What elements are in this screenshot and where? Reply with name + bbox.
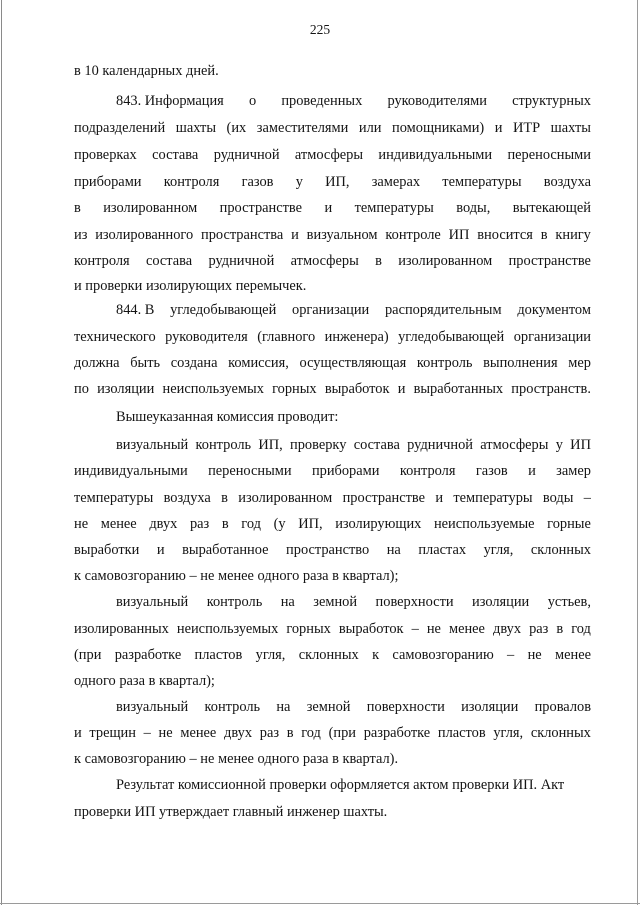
text-line bbox=[116, 301, 591, 319]
word: Результат комиссионной проверки оформляется актом проверки ИП. Акт bbox=[116, 777, 565, 793]
word: раз bbox=[259, 725, 280, 741]
word: (их bbox=[226, 120, 247, 136]
text-line bbox=[74, 724, 591, 742]
word: шахты bbox=[550, 120, 591, 136]
word: и bbox=[324, 200, 333, 216]
word: визуальный bbox=[116, 699, 189, 715]
scan-border-right bbox=[637, 0, 638, 905]
text-line bbox=[116, 593, 591, 611]
word: горных bbox=[272, 381, 317, 397]
word: осуществляющая bbox=[299, 355, 407, 371]
word: газов bbox=[241, 174, 274, 190]
word: в bbox=[74, 200, 81, 216]
word: воздуха bbox=[543, 174, 591, 190]
word: год bbox=[301, 725, 321, 741]
word: ИП, bbox=[298, 516, 323, 532]
word: книгу bbox=[555, 227, 591, 243]
word: замер bbox=[556, 463, 591, 479]
text-line bbox=[74, 803, 591, 821]
text-line bbox=[74, 515, 591, 533]
text-line bbox=[74, 750, 591, 768]
word: замерах bbox=[371, 174, 421, 190]
word: поверхности bbox=[366, 699, 445, 715]
word: должна bbox=[74, 355, 120, 371]
word: проверку bbox=[290, 437, 347, 453]
word: устьев, bbox=[547, 594, 591, 610]
word: комиссия, bbox=[228, 355, 289, 371]
word: ИТР bbox=[512, 120, 541, 136]
word: и bbox=[291, 227, 299, 243]
word: организации bbox=[513, 329, 591, 345]
word: неиспользуемые bbox=[433, 516, 535, 532]
word: структурных bbox=[512, 93, 591, 109]
word: распорядительным bbox=[384, 302, 502, 318]
text-line bbox=[74, 354, 591, 372]
word: и проверки изолирующих перемычек. bbox=[74, 278, 307, 294]
word: изолированном bbox=[103, 200, 198, 216]
word: 844. В bbox=[116, 302, 155, 318]
text-line bbox=[74, 489, 591, 507]
word: изоляции bbox=[461, 699, 519, 715]
word: менее bbox=[555, 647, 591, 663]
word: выработки bbox=[74, 542, 140, 558]
word: атмосферы bbox=[294, 147, 364, 163]
word: рудничной bbox=[407, 437, 474, 453]
word: не bbox=[426, 621, 441, 637]
word: состава bbox=[353, 437, 400, 453]
word: вносится bbox=[477, 227, 533, 243]
word: инженера) bbox=[324, 329, 389, 345]
text-line bbox=[74, 646, 591, 664]
word: приборами bbox=[311, 463, 380, 479]
word: на bbox=[276, 699, 291, 715]
word: изолирующих bbox=[335, 516, 422, 532]
word: или bbox=[358, 120, 382, 136]
word: неиспользуемых bbox=[162, 381, 264, 397]
word: ИП, bbox=[325, 174, 350, 190]
word: пространстве bbox=[342, 490, 425, 506]
word: документом bbox=[517, 302, 591, 318]
text-line bbox=[74, 541, 591, 559]
word: технического bbox=[74, 329, 156, 345]
word: воды, bbox=[456, 200, 491, 216]
word: на bbox=[386, 542, 401, 558]
word: температуры bbox=[453, 490, 533, 506]
word: заместителями bbox=[256, 120, 349, 136]
word: контроль bbox=[195, 437, 252, 453]
word: пространстве bbox=[219, 200, 303, 216]
word: горные bbox=[547, 516, 591, 532]
word: ИП bbox=[570, 437, 591, 453]
word: и bbox=[156, 542, 165, 558]
word: контроля bbox=[399, 463, 456, 479]
word: двух bbox=[493, 621, 522, 637]
text-line bbox=[116, 436, 591, 454]
text-line bbox=[74, 119, 591, 137]
word: склонных bbox=[530, 725, 591, 741]
word: выработок bbox=[338, 621, 404, 637]
text-line bbox=[116, 408, 591, 426]
word: угледобывающей bbox=[398, 329, 505, 345]
word: земной bbox=[313, 594, 358, 610]
text-line bbox=[116, 92, 591, 110]
word: угля, bbox=[255, 647, 286, 663]
text-line bbox=[74, 672, 591, 690]
word: самовозгоранию bbox=[392, 647, 494, 663]
word: к самовозгоранию – не менее одного раза в квартал); bbox=[74, 568, 399, 584]
word: (у bbox=[273, 516, 286, 532]
word: проведенных bbox=[281, 93, 363, 109]
word: изолированных bbox=[74, 621, 169, 637]
word: – bbox=[583, 490, 591, 506]
word: переносными bbox=[507, 147, 591, 163]
text-line bbox=[74, 173, 591, 191]
word: шахты bbox=[175, 120, 216, 136]
word: менее bbox=[180, 725, 217, 741]
word: пространство bbox=[286, 542, 370, 558]
word: выполнения bbox=[483, 355, 558, 371]
text-line bbox=[116, 698, 591, 716]
word: поверхности bbox=[375, 594, 454, 610]
word: руководителями bbox=[387, 93, 487, 109]
word: изолированном bbox=[238, 490, 333, 506]
text-line bbox=[74, 277, 591, 295]
word: проверки ИП утверждает главный инженер шахты. bbox=[74, 804, 388, 820]
word: угля, bbox=[493, 725, 524, 741]
word: и bbox=[494, 120, 503, 136]
word: помощниками) bbox=[392, 120, 485, 136]
word: менее bbox=[448, 621, 485, 637]
word: вытекающей bbox=[512, 200, 591, 216]
word: горных bbox=[286, 621, 331, 637]
word: выработанное bbox=[182, 542, 269, 558]
word: выработанных bbox=[413, 381, 504, 397]
word: провалов bbox=[534, 699, 591, 715]
word: Вышеуказанная комиссия проводит: bbox=[116, 409, 339, 425]
word: контроль bbox=[206, 594, 263, 610]
word: – bbox=[507, 647, 515, 663]
word: воздуха bbox=[163, 490, 211, 506]
text-line bbox=[74, 146, 591, 164]
word: год bbox=[241, 516, 261, 532]
word: изоляции bbox=[97, 381, 155, 397]
word: не bbox=[74, 516, 89, 532]
text-line bbox=[74, 380, 591, 398]
word: газов bbox=[475, 463, 508, 479]
word: не bbox=[527, 647, 542, 663]
word: пластах bbox=[418, 542, 467, 558]
text-line bbox=[74, 62, 591, 80]
word: ИП bbox=[448, 227, 470, 243]
word: воды bbox=[542, 490, 574, 506]
word: год bbox=[571, 621, 591, 637]
text-line bbox=[74, 199, 591, 217]
word: пространства bbox=[201, 227, 284, 243]
word: состава bbox=[152, 147, 199, 163]
word: и bbox=[397, 381, 406, 397]
page-number: 225 bbox=[309, 22, 331, 37]
word: у bbox=[555, 437, 563, 453]
word: к bbox=[372, 647, 380, 663]
word: 843. Информация bbox=[116, 93, 224, 109]
word: в bbox=[286, 725, 294, 741]
word: разработке bbox=[363, 725, 431, 741]
word: индивидуальными bbox=[74, 463, 188, 479]
text-line bbox=[74, 252, 591, 270]
text-line bbox=[116, 776, 591, 794]
word: одного раза в квартал); bbox=[74, 673, 215, 689]
word: и bbox=[528, 463, 536, 479]
word: визуальном bbox=[306, 227, 378, 243]
word: контроля bbox=[163, 174, 220, 190]
word: в bbox=[556, 621, 564, 637]
word: в 10 календарных дней. bbox=[74, 63, 219, 79]
word: склонных bbox=[298, 647, 359, 663]
word: проверках bbox=[74, 147, 137, 163]
word: выработок bbox=[324, 381, 390, 397]
text-line bbox=[74, 567, 591, 585]
word: состава bbox=[145, 253, 193, 269]
word: переносными bbox=[208, 463, 292, 479]
word: контроль bbox=[204, 699, 261, 715]
word: в bbox=[375, 253, 382, 269]
word: ИП, bbox=[258, 437, 283, 453]
word: температуры bbox=[354, 200, 434, 216]
word: руководителя bbox=[165, 329, 248, 345]
word: в bbox=[221, 490, 228, 506]
word: к самовозгоранию – не менее одного раза в квартал). bbox=[74, 751, 399, 767]
word: атмосферы bbox=[290, 253, 359, 269]
word: на bbox=[280, 594, 295, 610]
word: (главного bbox=[257, 329, 316, 345]
word: не bbox=[158, 725, 173, 741]
word: приборами bbox=[74, 174, 142, 190]
word: контроль bbox=[416, 355, 473, 371]
word: из bbox=[74, 227, 88, 243]
word: температуры bbox=[442, 174, 522, 190]
word: организации bbox=[292, 302, 370, 318]
word: и bbox=[74, 725, 82, 741]
word: неиспользуемых bbox=[176, 621, 279, 637]
word: визуальный bbox=[116, 437, 189, 453]
word: – bbox=[143, 725, 151, 741]
word: земной bbox=[306, 699, 351, 715]
word: двух bbox=[149, 516, 178, 532]
word: у bbox=[295, 174, 303, 190]
text-line bbox=[74, 620, 591, 638]
word: рудничной bbox=[213, 147, 280, 163]
word: изолированном bbox=[398, 253, 493, 269]
text-line bbox=[74, 226, 591, 244]
scan-border-bottom bbox=[0, 903, 640, 904]
word: угледобывающей bbox=[170, 302, 277, 318]
word: создана bbox=[170, 355, 218, 371]
word: и bbox=[435, 490, 444, 506]
word: мер bbox=[568, 355, 591, 371]
word: по bbox=[74, 381, 89, 397]
word: быть bbox=[130, 355, 161, 371]
word: трещин bbox=[89, 725, 136, 741]
word: (при bbox=[74, 647, 102, 663]
word: раз bbox=[189, 516, 210, 532]
word: температуры bbox=[74, 490, 154, 506]
word: пластов bbox=[194, 647, 243, 663]
word: контроле bbox=[385, 227, 441, 243]
word: разработке bbox=[114, 647, 182, 663]
word: визуальный bbox=[116, 594, 189, 610]
word: пространстве bbox=[508, 253, 591, 269]
word: рудничной bbox=[208, 253, 275, 269]
word: пространств. bbox=[511, 381, 591, 397]
word: о bbox=[248, 93, 257, 109]
word: угля, bbox=[483, 542, 514, 558]
word: раз bbox=[529, 621, 549, 637]
word: изолированного bbox=[95, 227, 194, 243]
text-line bbox=[74, 328, 591, 346]
word: (при bbox=[328, 725, 356, 741]
word: подразделений bbox=[74, 120, 166, 136]
word: изоляции bbox=[472, 594, 530, 610]
word: контроля bbox=[74, 253, 130, 269]
scan-border-left bbox=[1, 0, 2, 905]
word: атмосферы bbox=[480, 437, 549, 453]
word: в bbox=[540, 227, 548, 243]
word: склонных bbox=[530, 542, 591, 558]
word: в bbox=[221, 516, 229, 532]
text-line bbox=[74, 462, 591, 480]
word: менее bbox=[100, 516, 137, 532]
word: двух bbox=[224, 725, 253, 741]
word: индивидуальными bbox=[378, 147, 493, 163]
word: – bbox=[411, 621, 419, 637]
word: пластов bbox=[437, 725, 486, 741]
